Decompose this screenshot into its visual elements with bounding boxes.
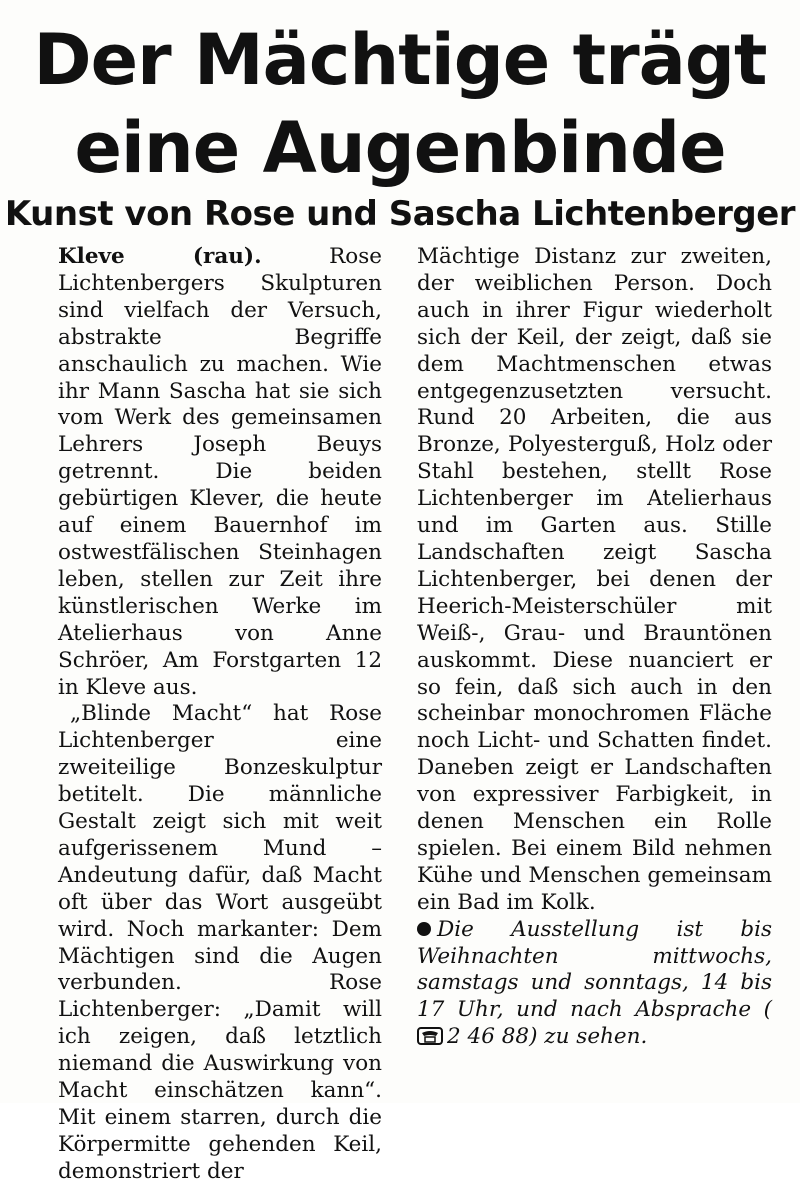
article-column-right [417,244,772,1051]
subheadline: Kunst von Rose und Sascha Lichtenberger [4,194,796,234]
paragraph-2: „Blinde Macht“ hat Rose Lichtenberger eine zweiteilige Bonzeskulptur betitelt. Die männliche Gestalt zeigt sich mit weit aufgerissenem Mund – Andeutung dafür, daß Macht oft über das Wort ausgeübt wird. Noch markanter: Dem Mächtigen sind die Augen verbunden. Rose Lichtenberger: „Damit will ich zeigen, daß letztlich niemand die Auswirkung von Macht einschätzen kann“. Mit einem starren, durch die Körpermitte gehenden Keil, demonstriert der [58,701,382,1184]
headline-line-2: eine Augenbinde [74,107,726,189]
exhibition-note-text: Die Ausstellung ist bis Weihnachten mittwochs, samstags und sonntags, 14 bis 17 Uhr, und nach Absprache ( [417,916,772,1023]
paragraph-1 [58,244,382,701]
headline-line-1: Der Mächtige trägt [33,19,767,101]
paragraph-3: Mächtige Distanz zur zweiten, der weiblichen Person. Doch auch in ihrer Figur wiederholt sich der Keil, der zeigt, daß sie dem Machtmenschen etwas entgegenzusetzten versucht. Rund 20 Arbeiten, die aus Bronze, Polyesterguß, Holz oder Stahl bestehen, stellt Rose Lichtenberger im Atelierhaus und im Garten aus. Stille Landschaften zeigt Sascha Lichtenberger, bei denen der Heerich-Meisterschüler mit Weiß-, Grau- und Brauntönen auskommt. Diese nuanciert er so fein, daß sich auch in den scheinbar monochromen Fläche noch Licht- und Schatten findet. Daneben zeigt er Landschaften von expressiver Farbigkeit, in denen Menschen ein Rolle spielen. Bei einem Bild nehmen Kühe und Menschen gemeinsam ein Bad im Kolk. [417,244,772,915]
dateline: Kleve (rau). [58,244,262,269]
article-column-left [58,244,382,1186]
exhibition-note [417,917,772,1052]
bullet-icon [417,922,431,936]
paragraph-1-text: Rose Lichtenbergers Skulpturen sind vielfach der Versuch, abstrakte Begriffe anschaulich zu machen. Wie ihr Mann Sascha hat sie sich vom Werk des gemeinsamen Lehrers Joseph Beuys getrennt. Die beiden gebürtigen Klever, die heute auf einem Bauernhof im ostwestfälischen Steinhagen leben, stellen zur Zeit ihre künstlerischen Werke im Atelierhaus von Anne Schröer, Am Forstgarten 12 in Kleve aus. [58,244,382,700]
telephone-icon [417,1027,443,1045]
phone-number: 2 46 88 [447,1024,530,1050]
exhibition-note-end: ) zu sehen. [529,1024,648,1050]
